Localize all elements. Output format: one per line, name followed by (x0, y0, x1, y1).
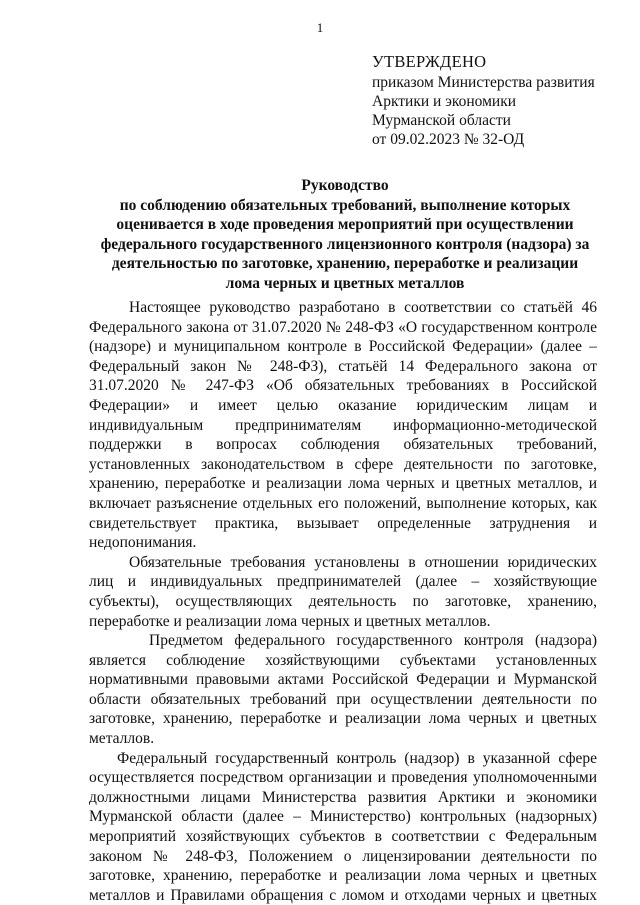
title-heading: Руководство (301, 177, 389, 194)
paragraph-line: свидетельствует практика, вызывает определенные затруднения и (89, 514, 597, 532)
paragraph-line: заготовке, хранению, переработке и реализации лома черных и цветных (89, 710, 597, 728)
document-title (95, 176, 595, 293)
paragraph-line: Федерации» и имеет целью оказание юридическим лицам и (89, 396, 597, 414)
body-paragraph (89, 298, 597, 553)
paragraph-line: включает разъяснение отдельных его положений, выполнение которых, как (89, 494, 597, 512)
paragraph-line: Федерального закона от 31.07.2020 № 248-ФЗ «О государственном контроле (89, 318, 597, 336)
paragraph-line: мероприятий хозяйствующих субъектов в соответствии с Федеральным (89, 828, 597, 846)
approval-heading: УТВЕРЖДЕНО (372, 52, 487, 71)
paragraph-line: Мурманской области (далее – Министерство) контрольных (надзорных) (89, 808, 597, 826)
approval-line: от 09.02.2023 № 32-ОД (372, 131, 525, 148)
paragraph-line: недопонимания. (89, 534, 197, 552)
paragraph-line: (надзоре) и муниципальном контроле в Российской Федерации» (далее – (89, 338, 597, 356)
paragraph-line: установленных законодательством в сфере деятельности по заготовке, (89, 455, 597, 473)
body-paragraph (89, 631, 597, 749)
paragraph-line: лиц и индивидуальных предпринимателей (далее – хозяйствующие (89, 573, 597, 591)
paragraph-line: Федеральный государственный контроль (надзор) в указанной сфере (117, 749, 597, 767)
page-number: 1 (316, 20, 324, 35)
paragraph-line: должностными лицами Министерства развития Арктики и экономики (89, 788, 597, 806)
paragraph-line: переработке и реализации лома черных и цветных металлов. (89, 612, 491, 630)
body-paragraph (89, 553, 597, 631)
document-body (89, 298, 597, 905)
paragraph-line: Предметом федерального государственного контроля (надзора) (149, 632, 597, 650)
body-paragraph (89, 749, 597, 905)
approval-stamp-block (372, 52, 622, 149)
title-line: деятельностью по заготовке, хранению, переработке и реализации (111, 255, 579, 272)
paragraph-line: субъекты), осуществляющих деятельность по заготовке, хранению, (89, 592, 597, 610)
title-line: лома черных и цветных металлов (225, 274, 465, 292)
approval-line: Арктики и экономики (372, 93, 517, 110)
paragraph-line: Настоящее руководство разработано в соответствии со статьёй 46 (129, 299, 597, 316)
paragraph-line: законом № 248-ФЗ, Положением о лицензировании деятельности по (89, 847, 597, 865)
paragraph-line: области обязательных требований при осуществлении деятельности по (89, 690, 597, 708)
title-line: по соблюдению обязательных требований, выполнение которых (119, 196, 571, 214)
paragraph-line: нормативными правовыми актами Российской Федерации и Мурманской (89, 671, 597, 689)
paragraph-line: осуществляется посредством организации и проведения уполномоченными (89, 769, 597, 787)
approval-line: приказом Министерства развития (372, 74, 595, 91)
paragraph-line: хранению, переработке и реализации лома черных и цветных металлов, и (89, 475, 597, 493)
paragraph-line: металлов. (89, 730, 155, 748)
paragraph-line: является соблюдение хозяйствующими субъектами установленных (89, 651, 597, 669)
paragraph-line: поддержки в вопросах соблюдения обязательных требований, (89, 436, 597, 454)
paragraph-line: 31.07.2020 № 247-ФЗ «Об обязательных требованиях в Российской (89, 377, 597, 395)
title-line: федерального государственного лицензионного контроля (надзора) за (100, 235, 590, 253)
paragraph-line: индивидуальным предпринимателям информационно-методической (89, 416, 597, 434)
paragraph-line: металлов и Правилами обращения с ломом и отходами черных и цветных (89, 886, 597, 904)
paragraph-line: Федеральный закон № 248-ФЗ), статьёй 14 Федерального закона от (89, 357, 597, 375)
title-line: оценивается в ходе проведения мероприятий при осуществлении (116, 216, 574, 233)
paragraph-line: заготовке, хранению, переработке и реализации лома черных и цветных (89, 867, 597, 885)
approval-line: Мурманской области (372, 112, 511, 129)
paragraph-line: Обязательные требования установлены в отношении юридических (129, 553, 597, 571)
